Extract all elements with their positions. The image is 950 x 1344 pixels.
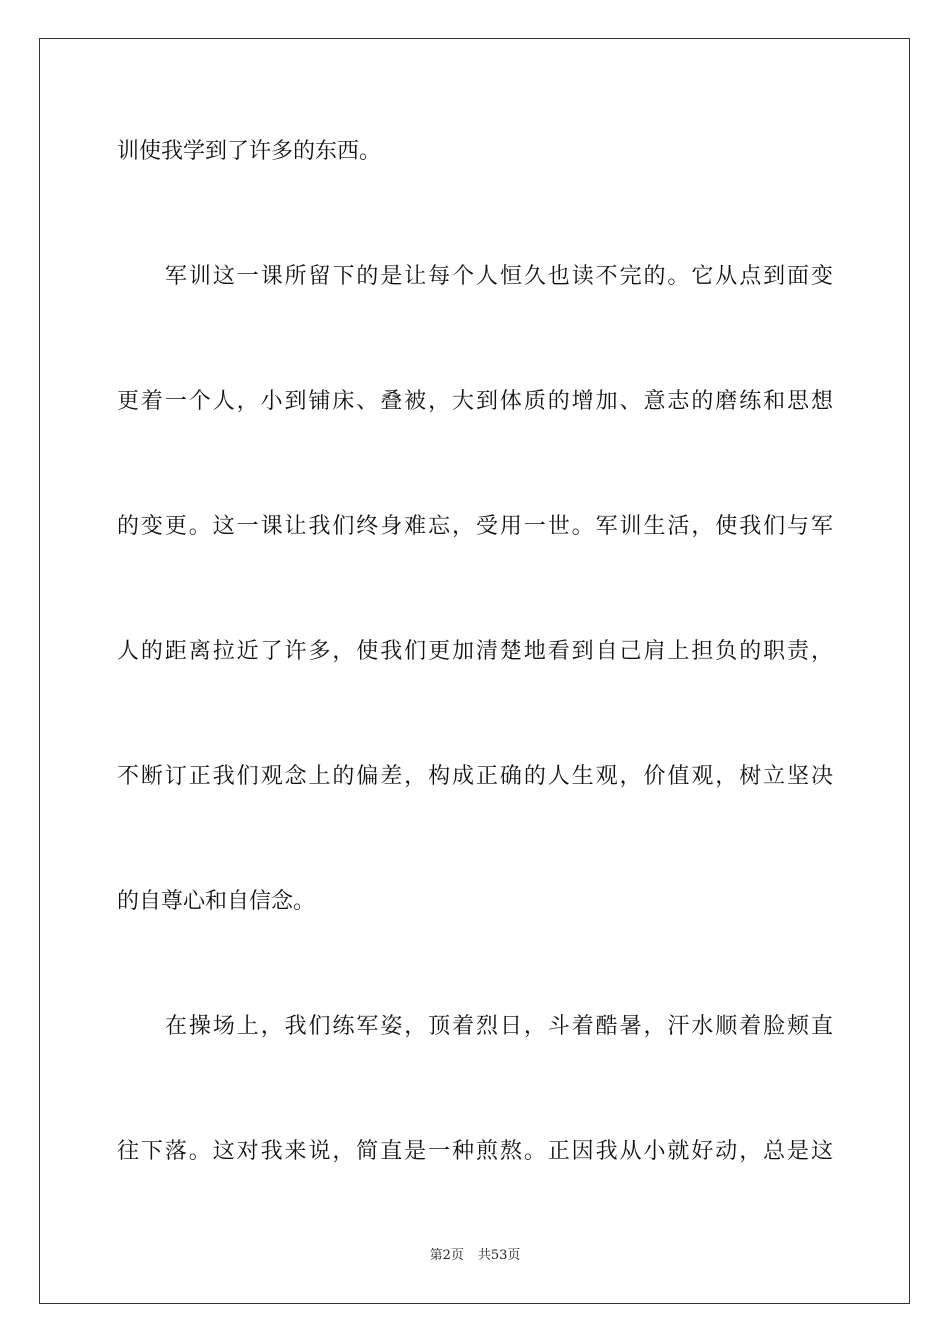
text-line-8: 在操场上，我们练军姿，顶着烈日，斗着酷暑，汗水顺着脸颊直 (165, 1014, 833, 1039)
text-line-7: 的自尊心和自信念。 (117, 889, 316, 914)
page-total: 共53页 (477, 1248, 521, 1263)
text-line-1: 训使我学到了许多的东西。 (117, 139, 382, 164)
text-line-5: 人的距离拉近了许多，使我们更加清楚地看到自己肩上担负的职责， (117, 639, 833, 664)
text-line-4: 的变更。这一课让我们终身难忘，受用一世。军训生活，使我们与军 (117, 514, 833, 539)
text-line-3: 更着一个人，小到铺床、叠被，大到体质的增加、意志的磨练和思想 (117, 389, 833, 414)
text-line-9: 往下落。这对我来说，简直是一种煎熬。正因我从小就好动，总是这 (117, 1139, 833, 1164)
page-number: 第2页 (429, 1248, 464, 1263)
text-line-6: 不断订正我们观念上的偏差，构成正确的人生观，价值观，树立坚决 (117, 764, 833, 789)
page-frame (39, 38, 910, 1304)
page-footer (0, 1247, 950, 1265)
text-line-2: 军训这一课所留下的是让每个人恒久也读不完的。它从点到面变 (165, 264, 833, 289)
